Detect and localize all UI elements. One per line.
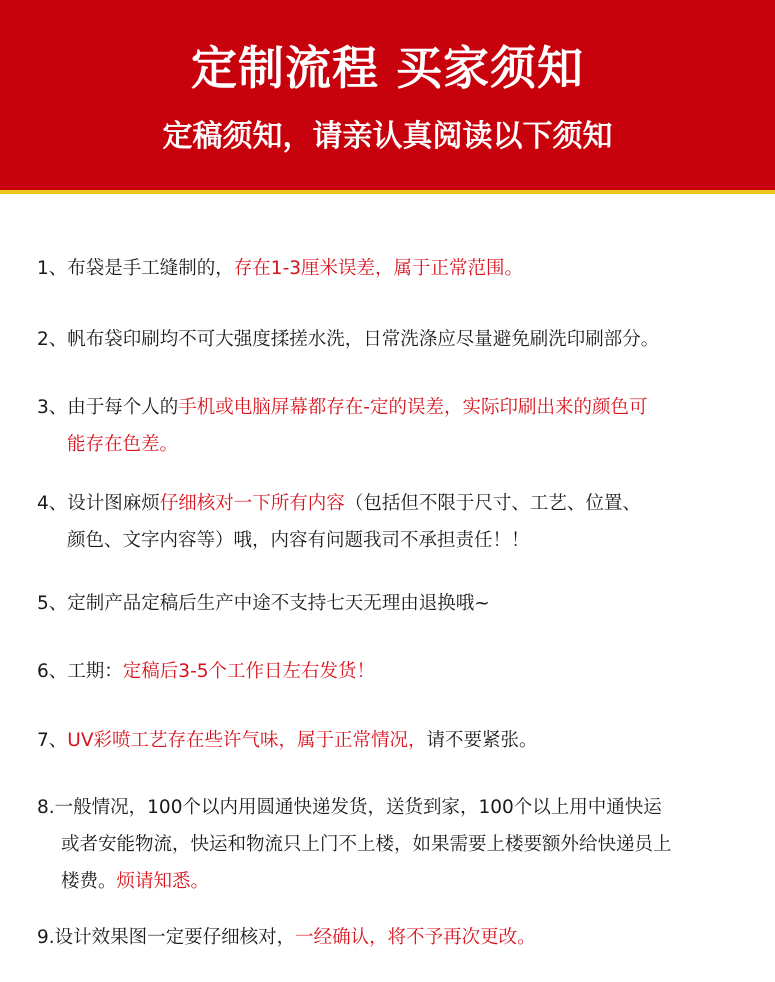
- item-highlight: 一经确认，将不予再次更改。: [295, 927, 536, 948]
- item-text: （包括但不限于尺寸、工艺、位置、: [344, 493, 641, 514]
- page-subtitle: 定稿须知，请亲认真阅读以下须知: [162, 119, 613, 154]
- item-text: 帆布袋印刷均不可大强度揉搓水洗，日常洗涤应尽量避免刷洗印刷部分。: [67, 329, 660, 350]
- notice-item-6: [37, 653, 755, 690]
- item-text: 定制产品定稿后生产中途不支持七天无理由退换哦~: [67, 593, 490, 614]
- item-highlight: 定稿后3-5个工作日左右发货！: [122, 661, 376, 682]
- item-text: 或者安能物流，快运和物流只上门不上楼，如果需要上楼要额外给快递员上: [61, 834, 672, 855]
- notice-item-4: [37, 485, 755, 559]
- item-number: 1、: [37, 258, 68, 279]
- item-continuation: [37, 826, 755, 863]
- item-number: 9.: [37, 927, 55, 948]
- item-number: 2、: [37, 329, 68, 350]
- item-text: 布袋是手工缝制的，: [67, 258, 234, 279]
- item-continuation: [37, 863, 755, 900]
- item-text: 设计效果图一定要仔细核对，: [54, 927, 296, 948]
- notice-item-3: [37, 389, 755, 463]
- notice-item-2: [37, 321, 755, 358]
- item-number: 6、: [37, 661, 68, 682]
- notice-item-7: [37, 722, 755, 759]
- item-text: 由于每个人的: [67, 397, 179, 418]
- item-highlight: 手机或电脑屏幕都存在-定的误差，实际印刷出来的颜色可: [178, 397, 648, 418]
- item-highlight: 仔细核对一下所有内容: [159, 493, 345, 514]
- notice-item-5: [37, 585, 755, 622]
- item-number: 3、: [37, 397, 68, 418]
- item-text: 颜色、文字内容等）哦，内容有问题我司不承担责任！！: [67, 530, 530, 551]
- item-text: 设计图麻烦: [67, 493, 160, 514]
- header-banner: [0, 0, 775, 194]
- item-number: 8.: [37, 797, 55, 818]
- page-title: 定制流程 买家须知: [190, 41, 584, 95]
- item-continuation: [37, 522, 755, 559]
- notice-item-9: [37, 919, 755, 956]
- item-highlight: 能存在色差。: [67, 434, 179, 455]
- item-text: 工期：: [67, 661, 123, 682]
- item-number: 4、: [37, 493, 68, 514]
- notice-item-1: [37, 250, 755, 287]
- item-text: 楼费。: [61, 871, 117, 892]
- notice-item-8: [37, 789, 755, 900]
- item-number: 7、: [37, 730, 68, 751]
- item-continuation: [37, 426, 755, 463]
- item-text: 请不要紧张。: [426, 730, 538, 751]
- item-highlight: 烦请知悉。: [116, 871, 210, 892]
- item-highlight: 存在1-3厘米误差，属于正常范围。: [233, 258, 524, 279]
- item-text: 一般情况，100个以内用圆通快递发货，送货到家，100个以上用中通快运: [54, 797, 662, 818]
- item-highlight: UV彩喷工艺存在些许气味，属于正常情况，: [67, 730, 427, 751]
- item-number: 5、: [37, 593, 68, 614]
